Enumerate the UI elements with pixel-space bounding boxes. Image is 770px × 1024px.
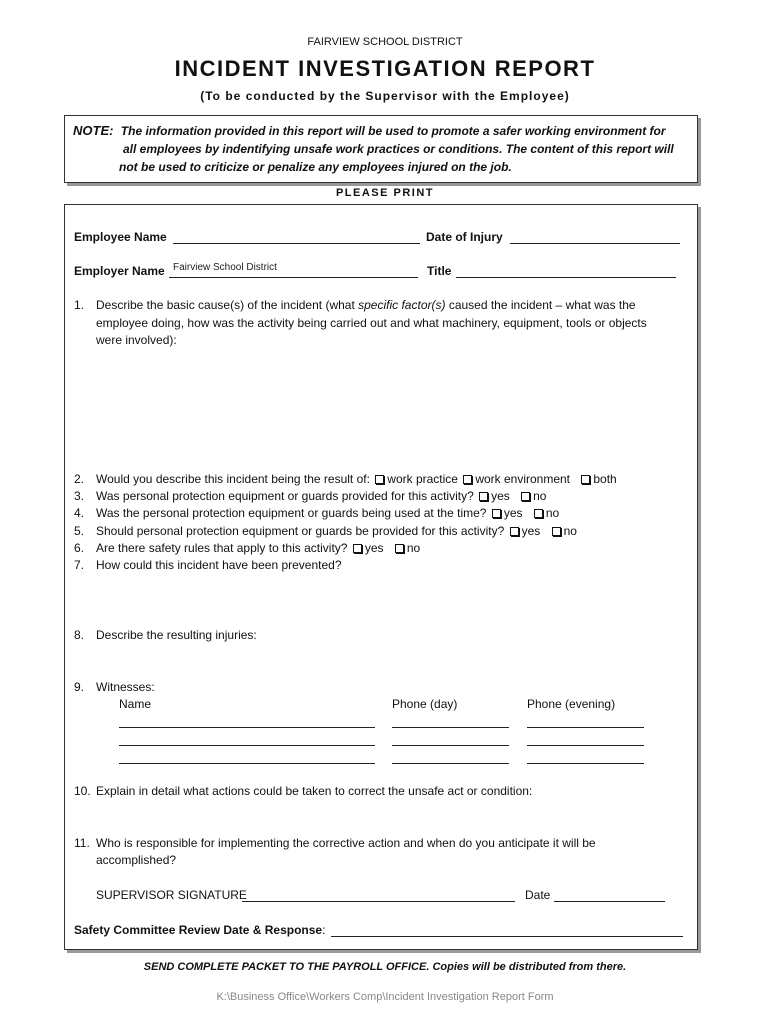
q1-text-line-2: employee doing, how was the activity being carried out and what machinery, equipment, tools or objects	[96, 316, 647, 330]
employer-name-field[interactable]	[169, 277, 418, 278]
q11-text-line-2: accomplished?	[96, 853, 177, 867]
q4-text: Was the personal protection equipment or guards being used at the time?	[96, 506, 487, 520]
q6-no-checkbox[interactable]	[395, 544, 404, 553]
date-of-injury-field[interactable]	[510, 243, 680, 244]
witness-phone-evening-header: Phone (evening)	[527, 697, 616, 711]
employee-name-label: Employee Name	[74, 230, 167, 244]
q8-text: Describe the resulting injuries:	[96, 628, 257, 642]
witness-1-name-field[interactable]	[119, 727, 375, 728]
q4-no-label: no	[545, 506, 560, 520]
q5-yes-label: yes	[521, 524, 541, 538]
q6-number: 6.	[74, 541, 85, 555]
q1-text: Describe the basic cause(s) of the incident (what specific factor(s) caused the incident – what was the	[96, 298, 636, 312]
q5-text: Should personal protection equipment or guards be provided for this activity?	[96, 524, 505, 538]
q9-text: Witnesses:	[96, 680, 155, 694]
q2-number: 2.	[74, 472, 85, 486]
q3-number: 3.	[74, 489, 85, 503]
q5-no-label: no	[563, 524, 577, 538]
note-label: NOTE:	[73, 123, 114, 138]
witness-1-phone-day-field[interactable]	[392, 727, 509, 728]
please-print-heading: PLEASE PRINT	[335, 187, 435, 199]
q3-yes-label: yes	[491, 489, 510, 503]
q6-text: Are there safety rules that apply to this activity?	[96, 541, 348, 555]
q4-number: 4.	[74, 506, 85, 520]
district-name: FAIRVIEW SCHOOL DISTRICT	[307, 36, 463, 48]
signature-date-label: Date	[525, 888, 551, 902]
q2-text: Would you describe this incident being the result of:	[96, 472, 370, 486]
q7-number: 7.	[74, 558, 85, 572]
safety-committee-label: Safety Committee Review Date & Response:	[74, 923, 326, 937]
form-box	[64, 204, 698, 950]
q2-work-practice-checkbox[interactable]	[375, 475, 384, 484]
page-subtitle: (To be conducted by the Supervisor with the Employee)	[200, 89, 570, 103]
q10-number: 10.	[74, 784, 91, 798]
q2-work-environment-checkbox[interactable]	[463, 475, 472, 484]
q2-work-environment-label: work environment	[475, 472, 571, 486]
q3-no-checkbox[interactable]	[521, 492, 530, 501]
q4-yes-checkbox[interactable]	[492, 509, 501, 518]
witness-3-name-field[interactable]	[119, 763, 375, 764]
title-label: Title	[427, 264, 452, 278]
q5-yes-checkbox[interactable]	[510, 527, 519, 536]
title-field[interactable]	[456, 277, 676, 278]
date-of-injury-label: Date of Injury	[426, 230, 503, 244]
q11-text-line-1: Who is responsible for implementing the corrective action and when do you anticipate it will be	[96, 836, 596, 850]
witness-1-phone-evening-field[interactable]	[527, 727, 644, 728]
q4-row	[96, 505, 559, 521]
q6-no-label: no	[406, 541, 421, 555]
q3-yes-checkbox[interactable]	[479, 492, 488, 501]
q5-number: 5.	[74, 524, 85, 538]
q10-text: Explain in detail what actions could be taken to correct the unsafe act or condition:	[96, 784, 533, 798]
footer-instruction: SEND COMPLETE PACKET TO THE PAYROLL OFFICE. Copies will be distributed from there.	[143, 961, 627, 973]
q2-both-label: both	[593, 472, 617, 486]
q6-yes-checkbox[interactable]	[353, 544, 362, 553]
q5-no-checkbox[interactable]	[552, 527, 561, 536]
q8-number: 8.	[74, 628, 85, 642]
witness-name-header: Name	[119, 697, 152, 711]
witness-3-phone-day-field[interactable]	[392, 763, 509, 764]
witness-2-phone-day-field[interactable]	[392, 745, 509, 746]
q2-both-checkbox[interactable]	[581, 475, 590, 484]
q6-row	[96, 540, 420, 556]
witness-3-phone-evening-field[interactable]	[527, 763, 644, 764]
q3-row	[96, 488, 546, 504]
note-line-2: all employees by indentifying unsafe work practices or conditions. The content of this report will	[123, 142, 674, 156]
signature-date-field[interactable]	[554, 901, 665, 902]
page-title: INCIDENT INVESTIGATION REPORT	[174, 56, 596, 81]
q2-work-practice-label: work practice	[387, 472, 458, 486]
q1-text-line-3: were involved):	[96, 333, 177, 347]
note-box	[64, 115, 698, 183]
q7-text: How could this incident have been prevented?	[96, 558, 342, 572]
q4-no-checkbox[interactable]	[534, 509, 543, 518]
q11-number: 11.	[74, 836, 90, 850]
q9-number: 9.	[74, 680, 85, 694]
employer-name-value: Fairview School District	[173, 262, 277, 273]
witness-2-phone-evening-field[interactable]	[527, 745, 644, 746]
supervisor-signature-label: SUPERVISOR SIGNATURE	[96, 888, 247, 902]
note-line-1: The information provided in this report will be used to promote a safer working environment for	[120, 124, 666, 138]
q5-row	[96, 523, 577, 539]
safety-committee-field[interactable]	[331, 936, 683, 937]
witness-2-name-field[interactable]	[119, 745, 375, 746]
q1-number: 1.	[74, 298, 85, 312]
supervisor-signature-field[interactable]	[242, 901, 515, 902]
file-path: K:\Business Office\Workers Comp\Incident Investigation Report Form	[216, 991, 554, 1003]
q6-yes-label: yes	[364, 541, 384, 555]
q4-yes-label: yes	[503, 506, 523, 520]
employee-name-field[interactable]	[173, 243, 420, 244]
q2-row	[96, 471, 617, 487]
q3-no-label: no	[533, 489, 547, 503]
witness-phone-day-header: Phone (day)	[392, 697, 458, 711]
q3-text: Was personal protection equipment or guards provided for this activity?	[96, 489, 474, 503]
employer-name-label: Employer Name	[74, 264, 165, 278]
note-line-3: not be used to criticize or penalize any employees injured on the job.	[119, 160, 512, 174]
